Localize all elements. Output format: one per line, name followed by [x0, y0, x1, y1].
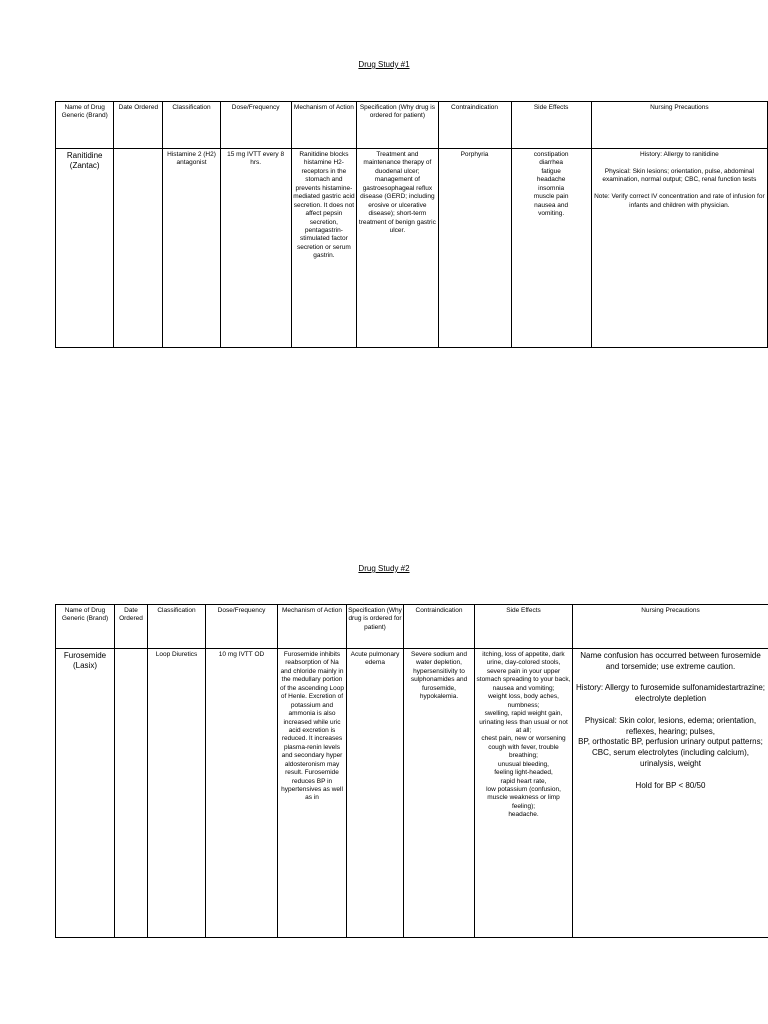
mechanism: Ranitidine blocks histamine H2-receptors in the stomach and prevents histamine-mediated gastric acid secretion. It does not affect pepsin secretion, pentagastrin-stimulated factor secretion or serum gastrin.	[291, 149, 357, 348]
contraindication: Porphyria	[438, 149, 511, 348]
date-ordered	[115, 649, 148, 938]
header-contraindication: Contraindication	[438, 102, 511, 149]
table-row	[56, 149, 768, 348]
header-side-effects: Side Effects	[511, 102, 591, 149]
header-date: Date Ordered	[115, 605, 148, 649]
mechanism: Furosemide inhibits reabsorption of Na and chloride mainly in the medullary portion of the ascending Loop of Henle. Excretion of potassium and ammonia is also increased while uric acid excretion is reduced. It increases plasma-renin levels and secondary hyper aldosteronism may result. Furosemide reduces BP in hypertensives as well as in	[278, 649, 347, 938]
header-dose: Dose/Frequency	[206, 605, 278, 649]
header-nursing: Nursing Precautions	[591, 102, 767, 149]
drug-name: Ranitidine (Zantac)	[56, 149, 114, 348]
table-header-row	[56, 102, 768, 149]
nursing-precautions: History: Allergy to ranitidine Physical: Skin lesions; orientation, pulse, abdominal examination, normal output; CBC, renal function tests Note: Verify correct IV concentration and rate of infusion for infants and children with physician.	[591, 149, 767, 348]
header-specification: Specification (Why drug is ordered for patient)	[347, 605, 404, 649]
table-row	[56, 649, 768, 938]
classification: Loop Diuretics	[148, 649, 206, 938]
date-ordered	[114, 149, 163, 348]
drug-study-2-title: Drug Study #2	[358, 564, 410, 573]
header-mechanism: Mechanism of Action	[278, 605, 347, 649]
header-date: Date Ordered	[114, 102, 163, 149]
header-name: Name of Drug Generic (Brand)	[56, 605, 115, 649]
header-nursing: Nursing Precautions	[573, 605, 768, 649]
header-contraindication: Contraindication	[404, 605, 475, 649]
header-specification: Specification (Why drug is ordered for patient)	[357, 102, 438, 149]
drug-study-2-table	[55, 604, 768, 938]
side-effects: itching, loss of appetite, dark urine, clay-colored stools, severe pain in your upper stomach spreading to your back, nausea and vomiting; weight loss, body aches, numbness; swelling, rapid weight gain, urinating less than usual or not at all; chest pain, new or worsening cough with fever, trouble breathing; unusual bleeding, feeling light-headed, rapid heart rate, low potassium (confusion, muscle weakness or limp feeling); headache.	[475, 649, 573, 938]
drug-study-1-title: Drug Study #1	[358, 60, 410, 69]
drug-study-1-table	[55, 101, 768, 348]
specification: Acute pulmonary edema	[347, 649, 404, 938]
header-classification: Classification	[148, 605, 206, 649]
drug-name: Furosemide (Lasix)	[56, 649, 115, 938]
dose-frequency: 10 mg IVTT OD	[206, 649, 278, 938]
dose-frequency: 15 mg IVTT every 8 hrs.	[220, 149, 291, 348]
header-dose: Dose/Frequency	[220, 102, 291, 149]
header-side-effects: Side Effects	[475, 605, 573, 649]
contraindication: Severe sodium and water depletion, hypersensitivity to sulphonamides and furosemide, hypokalemia.	[404, 649, 475, 938]
header-mechanism: Mechanism of Action	[291, 102, 357, 149]
specification: Treatment and maintenance therapy of duodenal ulcer; management of gastroesophageal reflux disease (GERD; including erosive or ulcerative disease); short-term treatment of benign gastric ulcer.	[357, 149, 438, 348]
classification: Histamine 2 (H2) antagonist	[163, 149, 220, 348]
header-name: Name of Drug Generic (Brand)	[56, 102, 114, 149]
header-classification: Classification	[163, 102, 220, 149]
side-effects: constipation diarrhea fatigue headache insomnia muscle pain nausea and vomiting.	[511, 149, 591, 348]
nursing-precautions: Name confusion has occurred between furosemide and torsemide; use extreme caution. History: Allergy to furosemide sulfonamidestartrazine; electrolyte depletion Physical: Skin color, lesions, edema; orientation, reflexes, hearing; pulses, BP, orthostatic BP, perfusion urinary output patterns; CBC, serum electrolytes (including calcium), urinalysis, weight Hold for BP < 80/50	[573, 649, 768, 938]
table-header-row	[56, 605, 768, 649]
